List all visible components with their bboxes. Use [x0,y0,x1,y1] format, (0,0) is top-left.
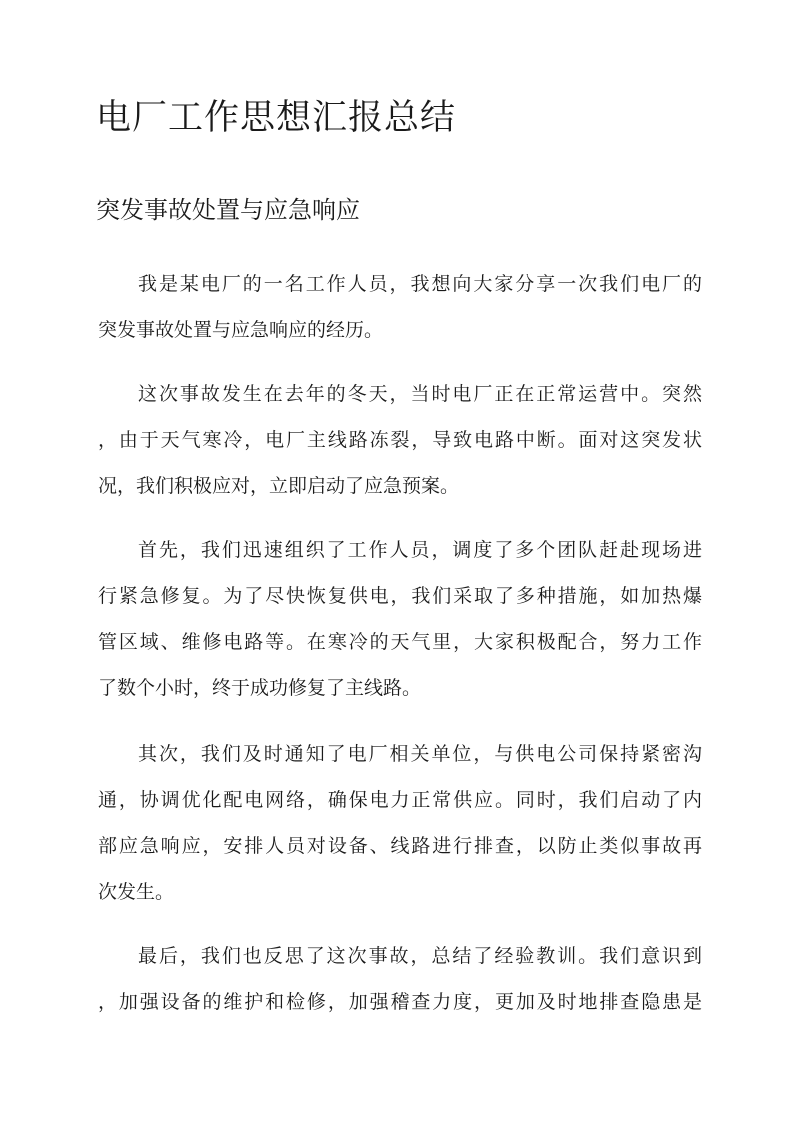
paragraph-line: 突发事故处置与应急响应的经历。 [98,319,384,341]
paragraph-line: 况，我们积极应对，立即启动了应急预案。 [98,475,460,497]
paragraph-line: 通，协调优化配电网络，确保电力正常供应。同时，我们启动了内 [98,789,702,811]
paragraph-line: 部应急响应，安排人员对设备、线路进行排查，以防止类似事故再 [98,835,702,857]
paragraph-line: ，由于天气寒冷，电厂主线路冻裂，导致电路中断。面对这突发状 [98,429,702,451]
paragraph-line: 管区域、维修电路等。在寒冷的天气里，大家积极配合，努力工作 [98,631,702,653]
document-title: 电厂工作思想汇报总结 [96,98,457,138]
section-heading: 突发事故处置与应急响应 [96,196,360,224]
paragraph-line: 最后，我们也反思了这次事故，总结了经验教训。我们意识到 [138,945,702,967]
paragraph-line: 我是某电厂的一名工作人员，我想向大家分享一次我们电厂的 [138,273,702,295]
paragraph-line: ，加强设备的维护和检修，加强稽查力度，更加及时地排查隐患是 [98,991,702,1013]
paragraph-line: 首先，我们迅速组织了工作人员，调度了多个团队赶赴现场进 [138,539,702,561]
paragraph-line: 了数个小时，终于成功修复了主线路。 [98,677,422,699]
paragraph-line: 其次，我们及时通知了电厂相关单位，与供电公司保持紧密沟 [138,743,702,765]
paragraph-line: 这次事故发生在去年的冬天，当时电厂正在正常运营中。突然 [138,383,702,405]
paragraph-line: 行紧急修复。为了尽快恢复供电，我们采取了多种措施，如加热爆 [98,585,702,607]
paragraph-line: 次发生。 [98,881,175,903]
